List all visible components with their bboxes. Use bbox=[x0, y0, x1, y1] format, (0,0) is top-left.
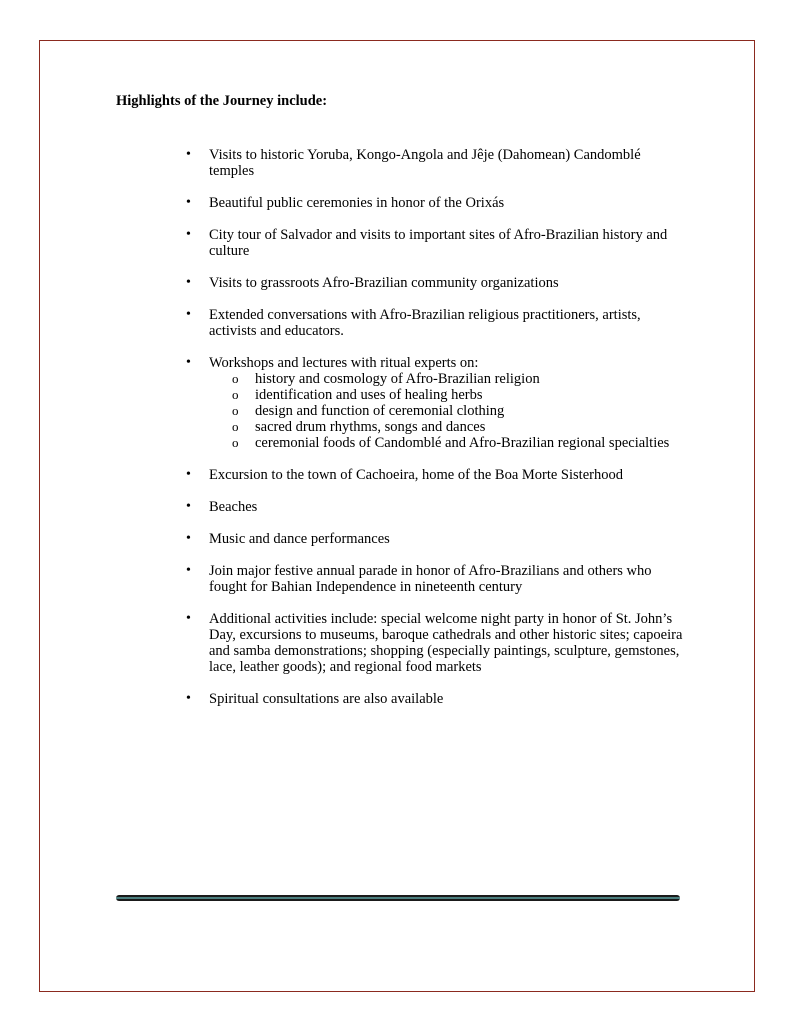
page-heading: Highlights of the Journey include: bbox=[116, 93, 328, 109]
sub-list-item: o design and function of ceremonial clothing bbox=[231, 403, 686, 419]
list-item-text: Beaches bbox=[209, 499, 258, 515]
sub-list-item: o identification and uses of healing herbs bbox=[231, 387, 686, 403]
list-item-text: Workshops and lectures with ritual experts on: bbox=[209, 355, 479, 371]
list-item bbox=[186, 691, 686, 707]
list-item bbox=[186, 531, 686, 547]
list-item-text: Visits to historic Yoruba, Kongo-Angola and Jêje (Dahomean) Candomblé temples bbox=[209, 147, 641, 179]
sub-list-item: o ceremonial foods of Candomblé and Afro-Brazilian regional specialties bbox=[231, 435, 686, 451]
list-item bbox=[186, 467, 686, 483]
workshop-topics-list bbox=[209, 371, 686, 451]
list-item-text: Join major festive annual parade in honor of Afro-Brazilians and others who fought for Bahian Independence in nineteenth century bbox=[209, 563, 652, 595]
list-item-text: Beautiful public ceremonies in honor of the Orixás bbox=[209, 195, 505, 211]
list-item bbox=[186, 227, 686, 259]
decorative-divider bbox=[116, 895, 680, 901]
list-item bbox=[186, 147, 686, 179]
list-item-text: Spiritual consultations are also available bbox=[209, 691, 444, 707]
list-item bbox=[186, 563, 686, 595]
list-item-text: Music and dance performances bbox=[209, 531, 390, 547]
list-item bbox=[186, 307, 686, 339]
highlights-list bbox=[186, 147, 686, 723]
sub-list-item: o sacred drum rhythms, songs and dances bbox=[231, 419, 686, 435]
list-item bbox=[186, 275, 686, 291]
list-item bbox=[186, 611, 686, 675]
list-item-text: Visits to grassroots Afro-Brazilian community organizations bbox=[209, 275, 559, 291]
list-item-text: Additional activities include: special welcome night party in honor of St. John’s Day, excursions to museums, baroque cathedrals and other historic sites; capoeira and samba demonstrations; shopping (especially paintings, sculpture, gemstones, lace, leather goods); and regional food markets bbox=[209, 611, 683, 675]
list-item-text: City tour of Salvador and visits to important sites of Afro-Brazilian history and culture bbox=[209, 227, 668, 259]
list-item bbox=[186, 499, 686, 515]
list-item bbox=[186, 195, 686, 211]
sub-list-item: o history and cosmology of Afro-Brazilian religion bbox=[231, 371, 686, 387]
list-item-workshops bbox=[186, 355, 686, 451]
list-item-text: Extended conversations with Afro-Brazilian religious practitioners, artists, activists and educators. bbox=[209, 307, 641, 339]
list-item-text: Excursion to the town of Cachoeira, home of the Boa Morte Sisterhood bbox=[209, 467, 623, 483]
